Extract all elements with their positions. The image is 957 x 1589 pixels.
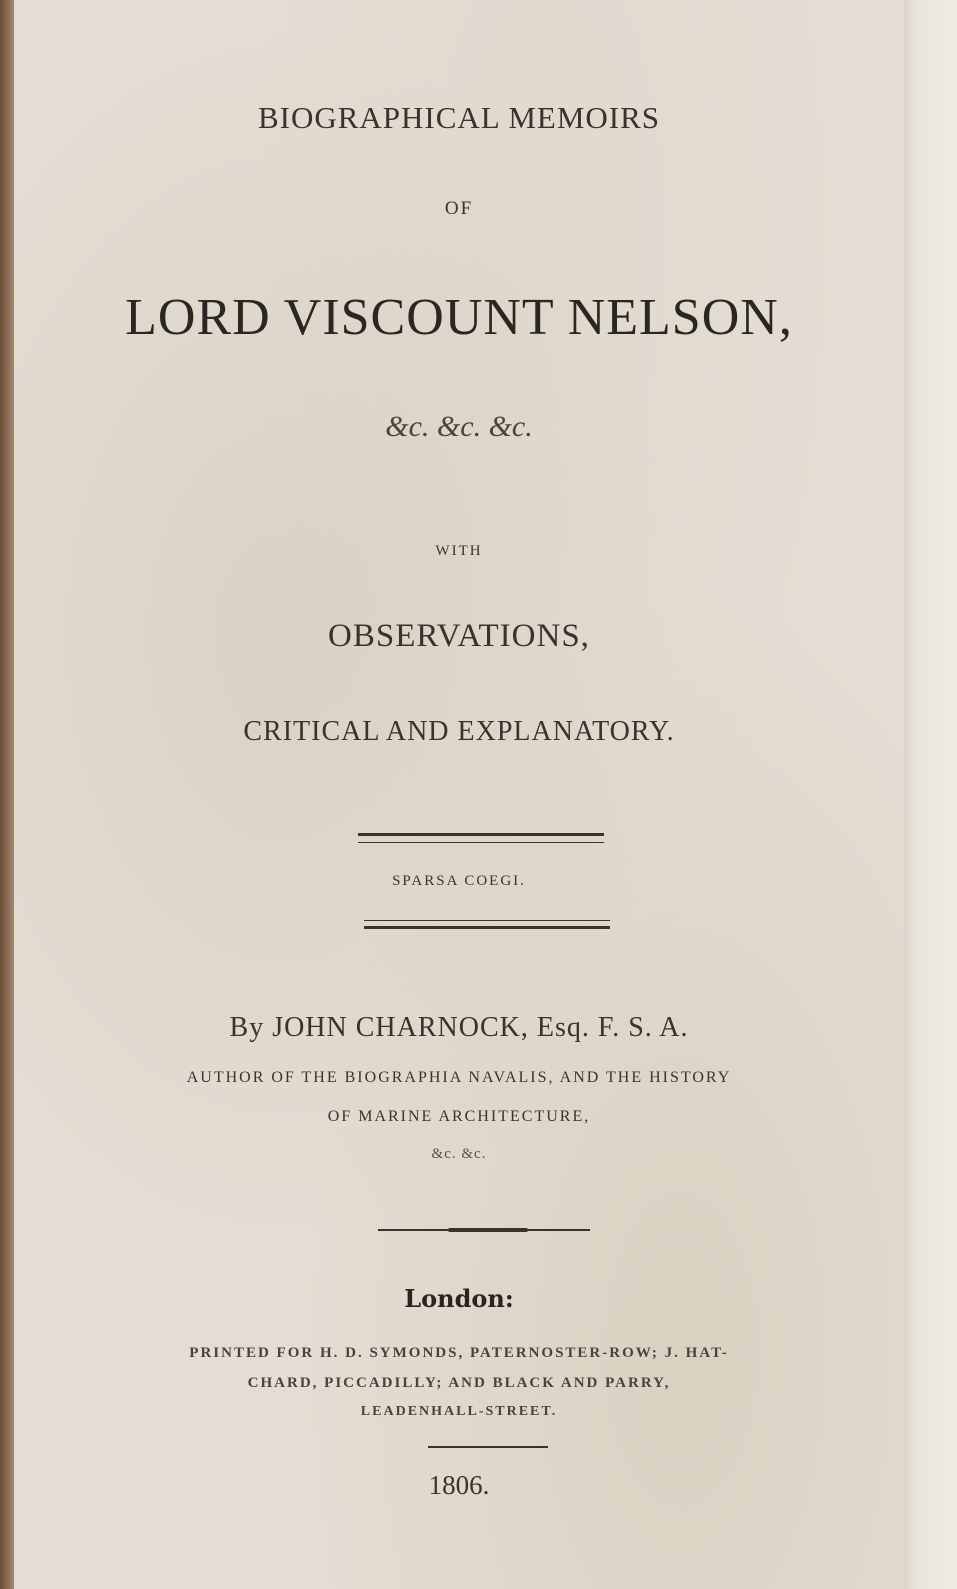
double-rule-top-thin <box>358 842 604 843</box>
double-rule-top <box>358 833 604 836</box>
author-credit-line: OF MARINE ARCHITECTURE, <box>327 1108 591 1125</box>
page-edge <box>896 0 957 1589</box>
subject-name: LORD VISCOUNT NELSON, <box>125 289 793 346</box>
author-line: By JOHN CHARNOCK, Esq. F. S. A. <box>229 1012 689 1043</box>
short-rule <box>428 1446 548 1448</box>
title-of: OF <box>444 198 474 219</box>
printer-line: PRINTED FOR H. D. SYMONDS, PATERNOSTER-ROW; J. HAT- <box>189 1345 729 1361</box>
ornamental-rule-center <box>448 1228 528 1232</box>
observations-line: OBSERVATIONS, <box>328 618 590 654</box>
motto: SPARSA COEGI. <box>392 873 526 889</box>
with-line: WITH <box>435 543 483 559</box>
title-page <box>14 0 904 1589</box>
publication-year: 1806. <box>428 1470 490 1500</box>
place-of-publication: London: <box>404 1284 514 1313</box>
double-rule-bottom <box>364 926 610 929</box>
printer-line: CHARD, PICCADILLY; AND BLACK AND PARRY, <box>247 1375 671 1391</box>
printer-line: LEADENHALL-STREET. <box>360 1404 558 1419</box>
etcetera: &c. &c. &c. <box>385 410 533 443</box>
author-credit-line: AUTHOR OF THE BIOGRAPHIA NAVALIS, AND THE HISTORY <box>186 1069 732 1086</box>
title-line: BIOGRAPHICAL MEMOIRS <box>257 100 661 135</box>
critical-line: CRITICAL AND EXPLANATORY. <box>243 716 675 747</box>
double-rule-bottom-thin <box>364 920 610 921</box>
author-credit-line: &c. &c. <box>431 1146 487 1162</box>
